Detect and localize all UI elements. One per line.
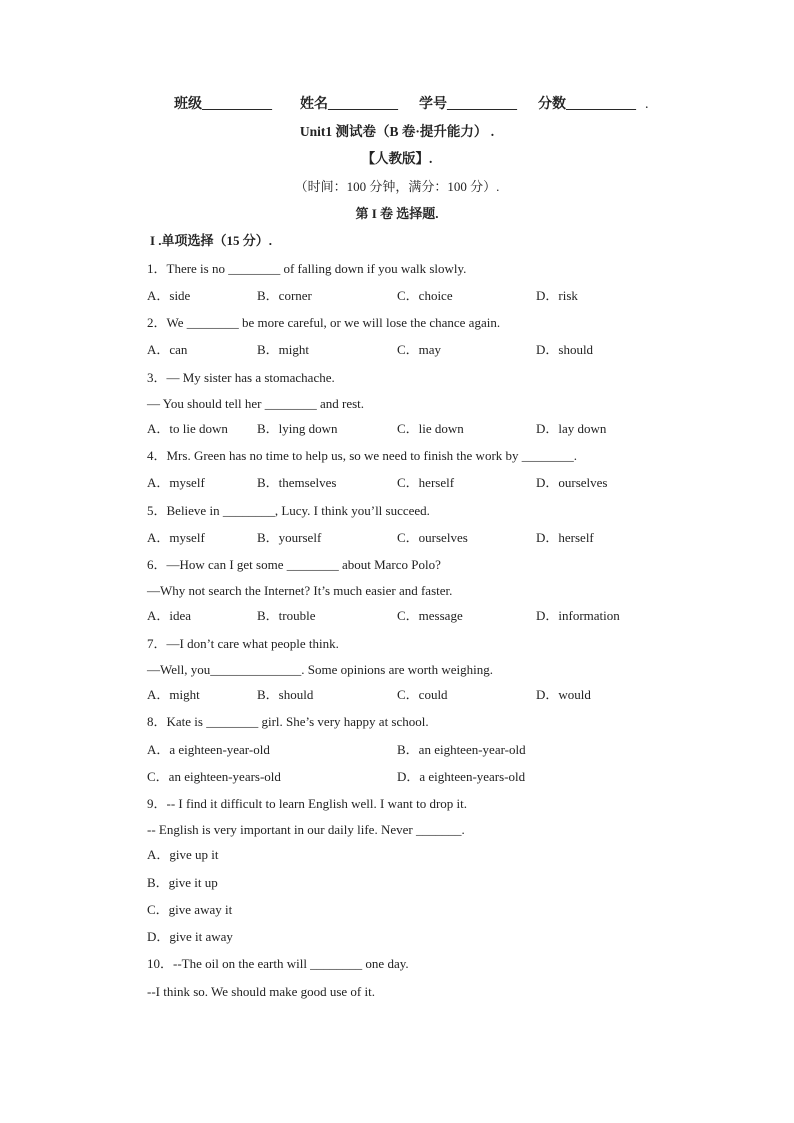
- option-c: C．could: [397, 687, 448, 702]
- option-b: B．should: [257, 687, 314, 702]
- option-b: B．give it up: [147, 875, 218, 890]
- exam-title: Unit1 测试卷（B 卷·提升能力） .: [299, 124, 495, 139]
- option-c: C．lie down: [397, 421, 464, 436]
- option-d: D．a eighteen-years-old: [397, 769, 526, 784]
- question-text: 8．Kate is ________ girl. She’s very happy at school.: [147, 714, 429, 729]
- volume-heading: 第 I 卷 选择题.: [355, 206, 439, 221]
- option-b: B．lying down: [257, 421, 338, 436]
- header-trail-dot: .: [645, 97, 649, 112]
- option-a: A．might: [147, 687, 200, 702]
- question-text: 1．There is no ________ of falling down if you walk slowly.: [147, 261, 467, 276]
- question-text: 7．—I don’t care what people think.: [147, 636, 339, 651]
- option-b: B．an eighteen-year-old: [397, 742, 526, 757]
- question-text-reply: — You should tell her ________ and rest.: [147, 396, 365, 411]
- option-c: C．choice: [397, 288, 453, 303]
- option-a: A．to lie down: [147, 421, 228, 436]
- edition-label: 【人教版】.: [361, 151, 433, 166]
- option-c: C．an eighteen-years-old: [147, 769, 281, 784]
- option-b: B．trouble: [257, 608, 316, 623]
- option-b: B．yourself: [257, 530, 322, 545]
- question-text: 2．We ________ be more careful, or we will lose the chance again.: [147, 315, 501, 330]
- question-text: 5．Believe in ________, Lucy. I think you’ll succeed.: [147, 503, 430, 518]
- option-a: A．a eighteen-year-old: [147, 742, 270, 757]
- option-d: D．give it away: [147, 929, 233, 944]
- option-b: B．corner: [257, 288, 312, 303]
- option-d: D．risk: [536, 288, 578, 303]
- question-text: 6．—How can I get some ________ about Marco Polo?: [147, 557, 441, 572]
- option-c: C．may: [397, 342, 442, 357]
- question-text-reply: —Well, you______________. Some opinions are worth weighing.: [147, 662, 493, 677]
- option-a: A．can: [147, 342, 188, 357]
- student-id-field: 学号__________: [419, 97, 517, 112]
- option-d: D．lay down: [536, 421, 607, 436]
- class-field: 班级__________: [174, 97, 272, 112]
- question-text: 3．— My sister has a stomachache.: [147, 370, 335, 385]
- option-b: B．might: [257, 342, 310, 357]
- question-text: 4．Mrs. Green has no time to help us, so we need to finish the work by ________.: [147, 448, 578, 463]
- option-d: D．should: [536, 342, 594, 357]
- option-c: C．give away it: [147, 902, 233, 917]
- question-text-reply: -- English is very important in our daily life. Never _______.: [147, 822, 465, 837]
- option-d: D．herself: [536, 530, 594, 545]
- option-a: A．myself: [147, 475, 205, 490]
- option-a: A．myself: [147, 530, 205, 545]
- option-d: D．would: [536, 687, 591, 702]
- option-c: C．herself: [397, 475, 455, 490]
- time-score-info: （时间：100 分钟，满分：100 分）.: [294, 179, 500, 194]
- option-c: C．message: [397, 608, 463, 623]
- name-field: 姓名__________: [300, 97, 398, 112]
- option-b: B．themselves: [257, 475, 337, 490]
- option-a: A．give up it: [147, 847, 219, 862]
- option-a: A．idea: [147, 608, 192, 623]
- option-d: D．ourselves: [536, 475, 608, 490]
- question-text: 10．--The oil on the earth will ________ one day.: [147, 956, 409, 971]
- question-text-reply: --I think so. We should make good use of it.: [147, 984, 375, 999]
- score-field: 分数__________: [538, 97, 636, 112]
- option-d: D．information: [536, 608, 620, 623]
- question-text: 9．-- I find it difficult to learn English well. I want to drop it.: [147, 796, 468, 811]
- question-text-reply: —Why not search the Internet? It’s much easier and faster.: [147, 583, 453, 598]
- section-heading: I .单项选择（15 分）.: [150, 233, 273, 248]
- option-a: A．side: [147, 288, 191, 303]
- option-c: C．ourselves: [397, 530, 468, 545]
